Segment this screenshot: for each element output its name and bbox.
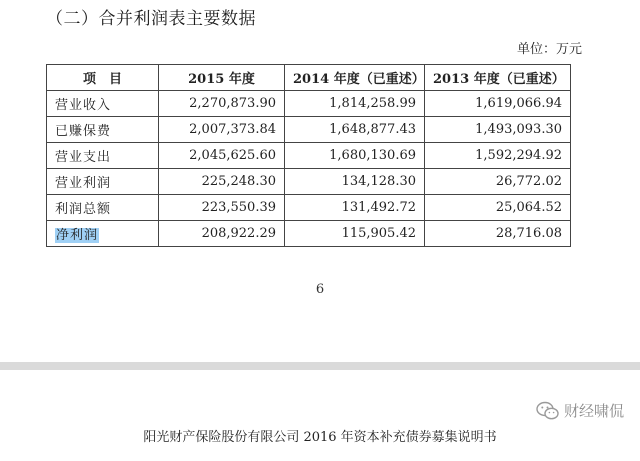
cell-2015: 2,045,625.60 — [159, 143, 285, 169]
page-number: 6 — [315, 282, 325, 297]
cell-2013: 1,493,093.30 — [425, 117, 571, 143]
cell-2015: 208,922.29 — [159, 221, 285, 247]
header-2013: 2013 年度（已重述） — [425, 65, 571, 91]
cell-2013: 28,716.08 — [425, 221, 571, 247]
table-header-row — [47, 65, 571, 91]
cell-2015: 2,007,373.84 — [159, 117, 285, 143]
header-2014: 2014 年度（已重述） — [285, 65, 425, 91]
cell-2015: 2,270,873.90 — [159, 91, 285, 117]
cell-2015: 225,248.30 — [159, 169, 285, 195]
header-item: 项 目 — [47, 65, 159, 91]
header-2015: 2015 年度 — [159, 65, 285, 91]
cell-2014: 1,648,877.43 — [285, 117, 425, 143]
cell-2015: 223,550.39 — [159, 195, 285, 221]
table-row — [47, 117, 571, 143]
section-title: （二）合并利润表主要数据 — [46, 9, 256, 29]
cell-2013: 1,592,294.92 — [425, 143, 571, 169]
row-label: 营业利润 — [47, 169, 159, 195]
cell-2013: 26,772.02 — [425, 169, 571, 195]
cell-2013: 1,619,066.94 — [425, 91, 571, 117]
next-page — [0, 370, 640, 461]
cell-2014: 1,680,130.69 — [285, 143, 425, 169]
cell-2014: 134,128.30 — [285, 169, 425, 195]
footer-title: 阳光财产保险股份有限公司 2016 年资本补充债券募集说明书 — [143, 430, 497, 445]
table-row — [47, 195, 571, 221]
row-label-highlighted[interactable] — [47, 221, 159, 247]
watermark — [536, 400, 624, 421]
unit-note: 单位：万元 — [516, 42, 582, 57]
table-row — [47, 169, 571, 195]
table-row — [47, 91, 571, 117]
row-label: 营业收入 — [47, 91, 159, 117]
text-selection-highlight[interactable]: 净利润 — [56, 228, 99, 243]
table-row — [47, 143, 571, 169]
cell-2014: 1,814,258.99 — [285, 91, 425, 117]
cell-2013: 25,064.52 — [425, 195, 571, 221]
cell-2014: 131,492.72 — [285, 195, 425, 221]
wechat-icon — [536, 401, 560, 421]
row-label: 利润总额 — [47, 195, 159, 221]
table-row — [47, 221, 571, 247]
row-label: 已赚保费 — [47, 117, 159, 143]
row-label: 营业支出 — [47, 143, 159, 169]
income-statement-table — [46, 64, 571, 247]
page-separator — [0, 362, 640, 370]
watermark-text: 财经啸侃 — [563, 402, 624, 420]
cell-2014: 115,905.42 — [285, 221, 425, 247]
